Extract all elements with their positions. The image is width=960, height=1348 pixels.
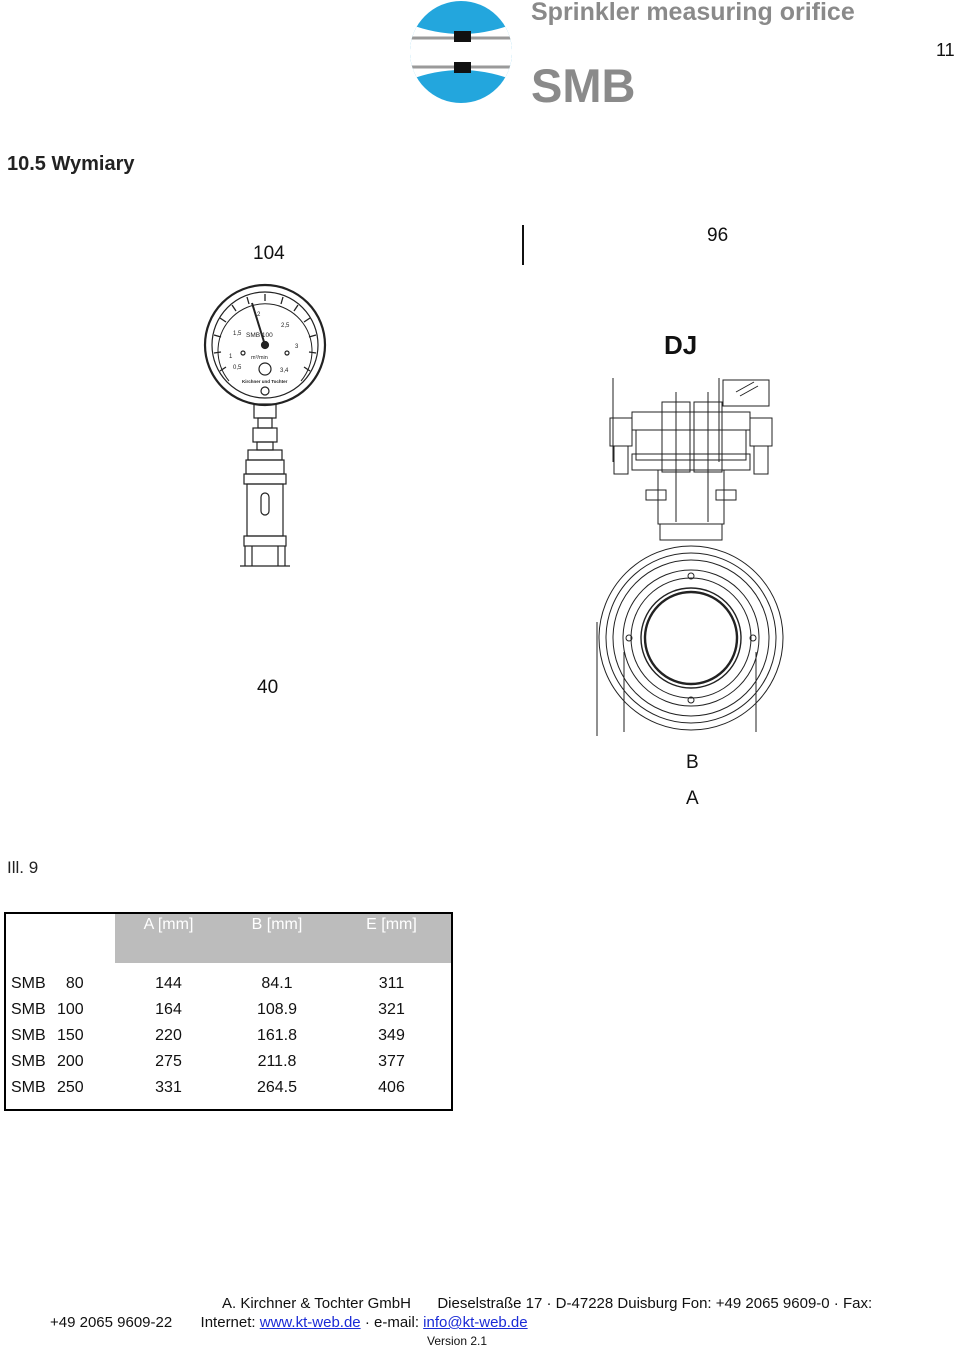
table-cell-e: 406: [378, 1079, 405, 1096]
dimension-label-a: A: [686, 788, 699, 809]
svg-text:m³/min: m³/min: [251, 355, 268, 361]
figure-caption: Ill. 9: [7, 858, 39, 877]
svg-text:2: 2: [257, 312, 261, 318]
table-cell-e: 321: [378, 1001, 405, 1018]
svg-text:1,5: 1,5: [233, 331, 242, 337]
model-size: 250: [56, 1079, 84, 1096]
table-cell-a: 144: [155, 975, 182, 992]
table-header-a: A [mm]: [115, 913, 222, 963]
footer-email-label: e-mail:: [373, 1314, 419, 1331]
svg-text:2,5: 2,5: [281, 323, 290, 329]
table-cell-model: [5, 1049, 115, 1075]
footer-separator: ·: [364, 1314, 370, 1331]
model-name: SMB: [11, 1001, 46, 1018]
table-row: [5, 1023, 452, 1049]
svg-text:0,5: 0,5: [233, 365, 242, 371]
section-title: 10.5 Wymiary: [7, 153, 135, 175]
dimension-marker-line: [522, 225, 524, 265]
footer-address: Dieselstraße 17 · D-47228 Duisburg Fon: +49 2065 9609-0 · Fax:: [437, 1295, 873, 1312]
company-logo: [404, 0, 518, 108]
svg-text:3,4: 3,4: [280, 368, 289, 374]
table-cell-b: 211.8: [257, 1053, 297, 1070]
svg-text:1: 1: [229, 354, 233, 360]
dimension-96: 96: [707, 225, 729, 246]
brand-name: SMB: [531, 59, 636, 112]
model-name: SMB: [11, 1079, 46, 1096]
email-link[interactable]: info@kt-web.de: [423, 1314, 528, 1331]
table-cell-model: [5, 997, 115, 1023]
table-header-blank: [5, 913, 115, 963]
table-row: [5, 1049, 452, 1075]
model-size: 100: [56, 1001, 84, 1018]
dimension-104: 104: [253, 243, 285, 264]
model-size: 80: [65, 975, 84, 992]
footer-fax: +49 2065 9609-22: [50, 1314, 173, 1331]
table-cell-a: 164: [155, 1001, 182, 1018]
table-cell-model: [5, 1023, 115, 1049]
table-cell-b: 264.5: [256, 1079, 298, 1096]
table-cell-a: 220: [155, 1027, 182, 1044]
table-cell-a: 331: [155, 1079, 182, 1096]
model-size: 200: [56, 1053, 84, 1070]
table-cell-b: 84.1: [261, 975, 293, 992]
model-name: SMB: [11, 1053, 46, 1070]
model-name: SMB: [11, 1027, 46, 1044]
website-link[interactable]: www.kt-web.de: [259, 1314, 361, 1331]
orifice-valve-drawing: [596, 372, 790, 738]
dimension-40: 40: [257, 677, 279, 698]
model-size: 150: [56, 1027, 84, 1044]
table-header-e: E [mm]: [332, 913, 452, 963]
document-title: Sprinkler measuring orifice: [531, 0, 855, 26]
dimension-table: [4, 912, 453, 1111]
table-cell-a: 275: [155, 1053, 182, 1070]
table-cell-e: 377: [378, 1053, 405, 1070]
table-cell-e: 311: [378, 975, 405, 992]
version-label: Version 2.1: [427, 1334, 488, 1348]
table-cell-b: 161.8: [256, 1027, 298, 1044]
pressure-gauge-drawing: [200, 283, 332, 568]
svg-text:3: 3: [295, 344, 299, 350]
table-header-row: [5, 913, 452, 963]
table-cell-b: 108.9: [256, 1001, 298, 1018]
footer-company-line: [222, 1295, 872, 1312]
svg-text:SMB 100: SMB 100: [246, 332, 273, 339]
table-cell-model: [5, 963, 115, 997]
table-row: [5, 963, 452, 997]
table-row: [5, 1075, 452, 1110]
footer-company: A. Kirchner & Tochter GmbH: [222, 1295, 411, 1312]
footer-internet-label: Internet:: [200, 1314, 256, 1331]
footer-contact-line: [50, 1314, 528, 1331]
svg-text:Kirchner und Tochter: Kirchner und Tochter: [242, 379, 288, 384]
page-number: 11: [936, 40, 955, 60]
table-cell-model: [5, 1075, 115, 1110]
dj-label: DJ: [664, 330, 698, 360]
table-header-b: B [mm]: [222, 913, 332, 963]
table-row: [5, 997, 452, 1023]
model-name: SMB: [11, 975, 46, 992]
table-cell-e: 349: [378, 1027, 405, 1044]
dimension-label-b: B: [686, 752, 699, 773]
